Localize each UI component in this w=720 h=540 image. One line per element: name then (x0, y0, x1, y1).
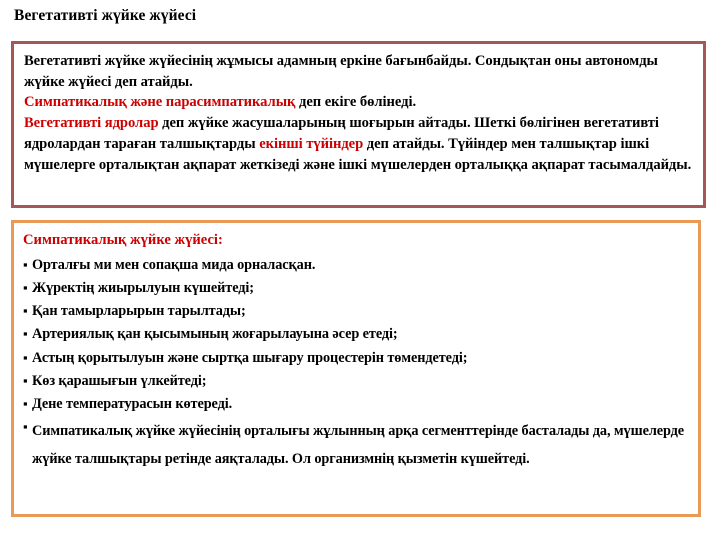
sympathetic-feature-list (23, 256, 690, 474)
intro-paragraph-3-rest: деп атайды. Түйіндер мен талшықтар ішкі мүшелерге орталықтан ақпарат жеткізеді және ішкі мүшелерден орталыққа ақпарат тасымалдайды. (24, 135, 692, 173)
list-item (23, 418, 690, 474)
intro-text-box (11, 41, 706, 208)
list-item (23, 256, 690, 275)
intro-paragraph-1: Вегетативті жүйке жүйесінің жұмысы адамның еркіне бағынбайды. Сондықтан оны автономды жүйке жүйесі деп атайды. (24, 53, 658, 90)
square-bullet-icon: ▪ (23, 280, 28, 296)
sympathetic-system-box (11, 220, 701, 517)
square-bullet-icon: ▪ (23, 326, 28, 342)
square-bullet-icon: ▪ (23, 349, 28, 365)
sympathetic-parasympathetic-highlight: Симпатикалық және парасимпатикалық (24, 94, 296, 111)
list-item-label: Симпатикалық жүйке жүйесінің орталығы жұлынның арқа сегменттерінде басталады да, мүшелерде жүйке талшықтары ретінде аяқталады. Ол организмнің қызметін күшейтеді. (32, 423, 685, 467)
list-item-label: Көз қарашығын үлкейтеді; (32, 372, 207, 389)
square-bullet-icon: ▪ (23, 256, 28, 272)
list-item (23, 372, 690, 391)
intro-paragraph-3-mid: деп жүйке жасушаларының шоғырын айтады. Шеткі бөлігінен вегетативті ядролардан тараған талшықтарды (24, 115, 659, 152)
sympathetic-system-heading: Симпатикалық жүйке жүйесі: (23, 232, 223, 248)
list-item-label: Астың қорытылуын және сыртқа шығару процестерін төмендетеді; (32, 349, 468, 366)
list-item (23, 349, 690, 368)
intro-paragraph-2 (24, 92, 694, 113)
intro-paragraph-2-rest: деп екіге бөлінеді. (295, 94, 417, 111)
list-item-label: Дене температурасын көтереді. (32, 395, 233, 412)
square-bullet-icon: ▪ (23, 372, 28, 388)
list-item (23, 325, 690, 344)
page-title: Вегетативті жүйке жүйесі (14, 7, 197, 24)
list-item-label: Жүректің жиырылуын күшейтеді; (32, 280, 254, 297)
list-item (23, 279, 690, 298)
square-bullet-icon: ▪ (23, 419, 28, 435)
vegetative-nuclei-highlight: Вегетативті ядролар (24, 115, 159, 132)
list-item (23, 302, 690, 321)
list-item-label: Артериялық қан қысымының жоғарылауына әсер етеді; (32, 326, 398, 343)
square-bullet-icon: ▪ (23, 303, 28, 319)
square-bullet-icon: ▪ (23, 395, 28, 411)
second-nodes-highlight: екінші түйіндер (259, 135, 364, 152)
list-item-label: Қан тамырларырын тарылтады; (32, 303, 246, 320)
list-item-label: Орталғы ми мен сопақша мида орналасқан. (32, 256, 316, 273)
intro-paragraph-3 (24, 113, 694, 175)
list-item (23, 395, 690, 414)
